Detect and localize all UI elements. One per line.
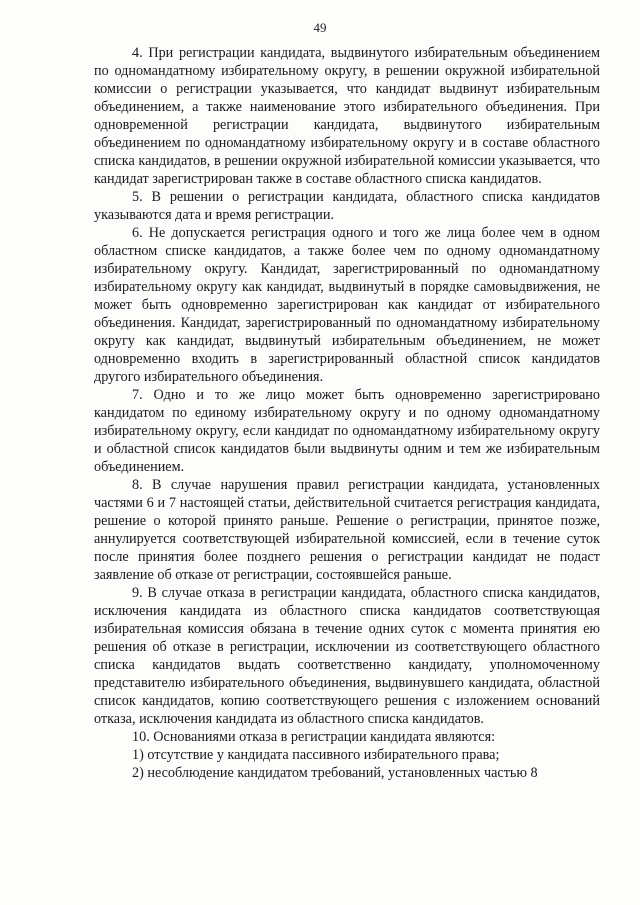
paragraph-10: 10. Основаниями отказа в регистрации кандидата являются: [132, 729, 496, 745]
list-item-1: 1) отсутствие у кандидата пассивного избирательного права; [132, 747, 500, 763]
document-body [94, 44, 600, 782]
paragraph-8: 8. В случае нарушения правил регистрации кандидата, установленных частями 6 и 7 настоящей статьи, действительной считается регистрация кандидата, решение о которой принято раньше. Решение о регистрации, принятое позже, аннулируется соответствующей избирательной комиссией, если в течение суток после принятия более позднего решения о регистрации кандидат не подаст заявление об отказе от регистрации, состоявшейся раньше. [94, 477, 600, 583]
list-item-2: 2) несоблюдение кандидатом требований, установленных частью 8 [132, 765, 538, 781]
page-number: 49 [313, 20, 327, 35]
paragraph-9: 9. В случае отказа в регистрации кандидата, областного списка кандидатов, исключения кандидата из областного списка кандидатов соответствующая избирательная комиссия обязана в течение одних суток с момента принятия ею решения об отказе в регистрации, исключении из соответствующего областного списка кандидатов выдать соответственно кандидату, уполномоченному представителю избирательного объединения, выдвинувшего кандидата, областной список кандидатов, копию соответствующего решения с изложением оснований отказа, исключения кандидата из областного списка кандидатов. [94, 585, 600, 727]
paragraph-6: 6. Не допускается регистрация одного и того же лица более чем в одном областном списке кандидатов, а также более чем по одному одномандатному избирательному округу. Кандидат, зарегистрированный по одномандатному избирательному округу как кандидат, выдвинутый в порядке самовыдвижения, не может быть одновременно зарегистрирован как кандидат от избирательного объединения. Кандидат, зарегистрированный по одномандатному избирательному округу как кандидат, выдвинутый избирательным объединением, не может одновременно входить в зарегистрированный областной список кандидатов другого избирательного объединения. [94, 225, 600, 385]
paragraph-4: 4. При регистрации кандидата, выдвинутого избирательным объединением по одномандатному избирательному округу, в решении окружной избирательной комиссии о регистрации указывается, что кандидат выдвинут избирательным объединением, а также наименование этого избирательного объединения. При одновременной регистрации кандидата, выдвинутого избирательным объединением по одномандатному избирательному округу и в составе областного списка кандидатов, в решении окружной избирательной комиссии указывается, что кандидат зарегистрирован также в составе областного списка кандидатов. [94, 45, 600, 187]
paragraph-5: 5. В решении о регистрации кандидата, областного списка кандидатов указываются дата и время регистрации. [94, 189, 600, 223]
paragraph-7: 7. Одно и то же лицо может быть одновременно зарегистрировано кандидатом по единому избирательному округу и по одному одномандатному избирательному округу, если кандидат по одномандатному избирательному округу и областной список кандидатов были выдвинуты одним и тем же избирательным объединением. [94, 387, 600, 475]
